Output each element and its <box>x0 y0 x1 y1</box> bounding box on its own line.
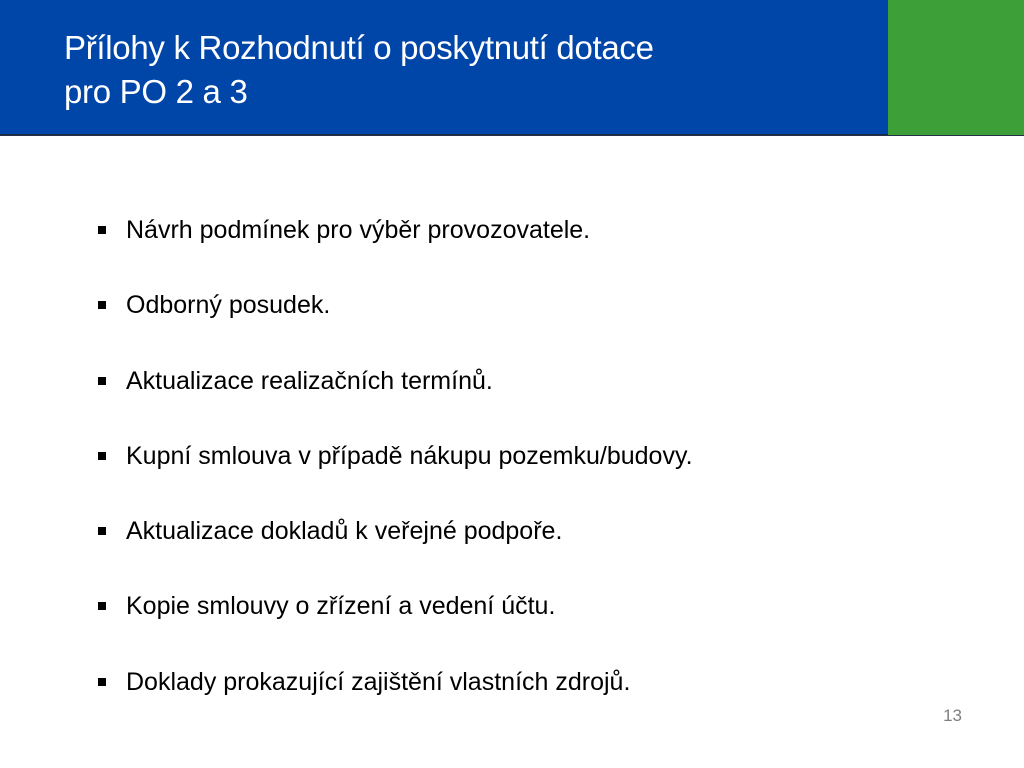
bullet-text: Doklady prokazující zajištění vlastních zdrojů. <box>126 667 631 696</box>
bullet-list <box>96 211 693 738</box>
slide-title-line-1: Přílohy k Rozhodnutí o poskytnutí dotace <box>64 29 654 66</box>
square-bullet-icon <box>98 226 106 234</box>
square-bullet-icon <box>98 678 106 686</box>
bullet-item-6 <box>96 587 693 625</box>
square-bullet-icon <box>98 301 106 309</box>
square-bullet-icon <box>98 602 106 610</box>
bullet-text: Aktualizace dokladů k veřejné podpoře. <box>126 517 563 546</box>
bullet-item-3 <box>96 362 693 400</box>
bullet-item-4 <box>96 437 693 475</box>
bullet-item-7 <box>96 663 693 701</box>
bullet-item-5 <box>96 512 693 550</box>
bullet-text: Návrh podmínek pro výběr provozovatele. <box>126 216 591 244</box>
bullet-item-1 <box>96 211 693 249</box>
square-bullet-icon <box>98 377 106 385</box>
bullet-text: Aktualizace realizačních termínů. <box>126 366 493 395</box>
square-bullet-icon <box>98 527 106 535</box>
title-bar <box>0 0 888 135</box>
square-bullet-icon <box>98 452 106 460</box>
bullet-text: Kupní smlouva v případě nákupu pozemku/budovy. <box>126 441 693 470</box>
bullet-item-2 <box>96 286 693 324</box>
slide-title <box>64 26 654 114</box>
page-number: 13 <box>943 706 962 725</box>
bullet-text: Kopie smlouvy o zřízení a vedení účtu. <box>126 592 556 621</box>
slide-title-line-2: pro PO 2 a 3 <box>64 73 248 110</box>
header-accent-block <box>888 0 1024 135</box>
header-divider <box>0 135 1024 136</box>
bullet-text: Odborný posudek. <box>126 291 331 320</box>
